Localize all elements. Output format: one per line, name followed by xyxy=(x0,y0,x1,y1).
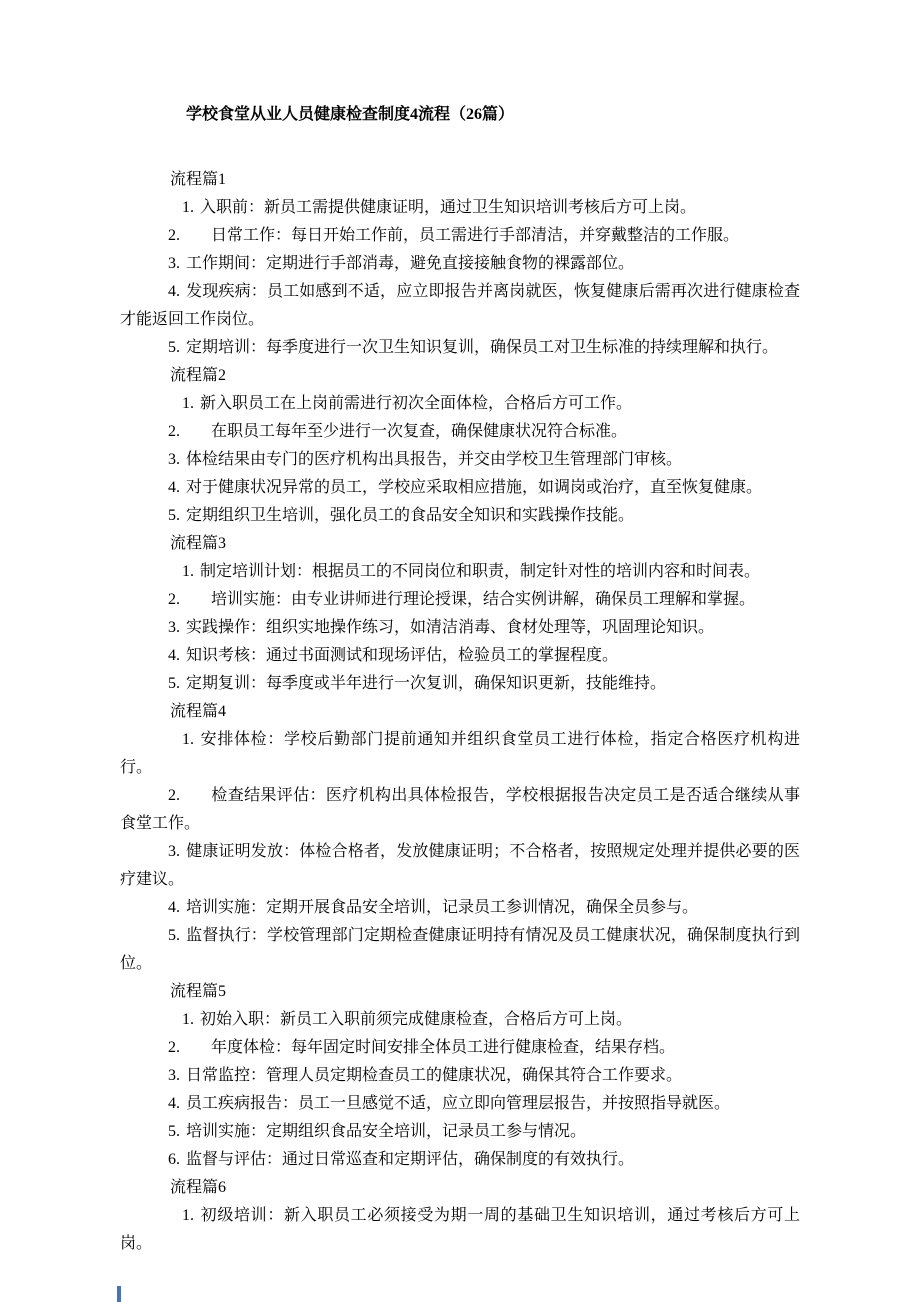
list-item xyxy=(120,838,800,894)
list-item-number: 4. xyxy=(168,647,180,664)
text-cursor xyxy=(117,1286,121,1302)
list-item-text: 年度体检：每年固定时间安排全体员工进行健康检查，结果存档。 xyxy=(211,1039,676,1056)
list-item-number: 2. xyxy=(168,423,180,440)
list-item-number: 6. xyxy=(168,1151,180,1168)
list-item-text: 工作期间：定期进行手部消毒，避免直接接触食物的裸露部位。 xyxy=(186,255,635,272)
list-item xyxy=(120,278,800,334)
section-heading: 流程篇6 xyxy=(170,1179,227,1196)
list-item xyxy=(120,194,800,222)
list-item-number: 3. xyxy=(168,1067,180,1084)
list-item-text: 日常工作：每日开始工作前，员工需进行手部清洁，并穿戴整洁的工作服。 xyxy=(211,227,740,244)
list-item-text: 培训实施：定期组织食品安全培训，记录员工参与情况。 xyxy=(186,1123,587,1140)
list-item-number: 2. xyxy=(168,591,180,608)
list-item-text: 入职前：新员工需提供健康证明，通过卫生知识培训考核后方可上岗。 xyxy=(200,199,697,216)
list-item xyxy=(120,782,800,838)
list-item xyxy=(120,502,800,530)
list-item-text: 实践操作：组织实地操作练习，如清洁消毒、食材处理等，巩固理论知识。 xyxy=(186,619,715,636)
list-item xyxy=(120,334,800,362)
list-item xyxy=(120,1146,800,1174)
list-item xyxy=(120,558,800,586)
list-item-number: 3. xyxy=(168,843,180,860)
list-item-number: 2. xyxy=(168,1039,180,1056)
list-item xyxy=(120,390,800,418)
list-item xyxy=(120,670,800,698)
list-item-text: 知识考核：通过书面测试和现场评估，检验员工的掌握程度。 xyxy=(186,647,619,664)
list-item-number: 1. xyxy=(182,1207,194,1224)
list-item-text: 检查结果评估：医疗机构出具体检报告，学校根据报告决定员工是否适合继续从事食堂工作。 xyxy=(120,787,800,832)
list-item-number: 1. xyxy=(182,199,194,216)
list-item-text: 定期培训：每季度进行一次卫生知识复训，确保员工对卫生标准的持续理解和执行。 xyxy=(186,339,779,356)
list-item-text: 日常监控：管理人员定期检查员工的健康状况，确保其符合工作要求。 xyxy=(186,1067,683,1084)
document-body xyxy=(120,101,800,1258)
section-heading: 流程篇1 xyxy=(170,171,227,188)
list-item-number: 3. xyxy=(168,619,180,636)
list-item xyxy=(120,418,800,446)
list-item-number: 2. xyxy=(168,787,180,804)
section-heading: 流程篇4 xyxy=(170,703,227,720)
list-item xyxy=(120,586,800,614)
list-item xyxy=(120,1090,800,1118)
list-item-text: 发现疾病：员工如感到不适，应立即报告并离岗就医，恢复健康后需再次进行健康检查才能返回工作岗位。 xyxy=(120,283,800,328)
section-heading: 流程篇5 xyxy=(170,983,227,1000)
list-item-text: 定期复训：每季度或半年进行一次复训，确保知识更新，技能维持。 xyxy=(186,675,667,692)
list-item-text: 定期组织卫生培训，强化员工的食品安全知识和实践操作技能。 xyxy=(186,507,635,524)
list-item-number: 4. xyxy=(168,283,180,300)
list-item xyxy=(120,250,800,278)
list-item-number: 1. xyxy=(182,395,194,412)
section-heading: 流程篇3 xyxy=(170,535,227,552)
list-item xyxy=(120,1202,800,1258)
list-item-text: 制定培训计划：根据员工的不同岗位和职责，制定针对性的培训内容和时间表。 xyxy=(200,563,761,580)
list-item-text: 培训实施：由专业讲师进行理论授课，结合实例讲解，确保员工理解和掌握。 xyxy=(211,591,756,608)
list-item xyxy=(120,1034,800,1062)
section-heading: 流程篇2 xyxy=(170,367,227,384)
list-item-number: 5. xyxy=(168,1123,180,1140)
list-item-number: 1. xyxy=(182,731,194,748)
list-item-text: 培训实施：定期开展食品安全培训，记录员工参训情况，确保全员参与。 xyxy=(186,899,699,916)
list-item-text: 安排体检：学校后勤部门提前通知并组织食堂员工进行体检，指定合格医疗机构进行。 xyxy=(120,731,800,776)
list-item-text: 监督与评估：通过日常巡查和定期评估，确保制度的有效执行。 xyxy=(186,1151,635,1168)
list-item-text: 初始入职：新员工入职前须完成健康检查，合格后方可上岗。 xyxy=(200,1011,633,1028)
list-item-number: 4. xyxy=(168,1095,180,1112)
list-item-text: 体检结果由专门的医疗机构出具报告，并交由学校卫生管理部门审核。 xyxy=(186,451,683,468)
list-item-number: 5. xyxy=(168,507,180,524)
list-item-number: 2. xyxy=(168,227,180,244)
list-item-number: 3. xyxy=(168,451,180,468)
list-item-text: 健康证明发放：体检合格者，发放健康证明；不合格者，按照规定处理并提供必要的医疗建议。 xyxy=(120,843,800,888)
list-item xyxy=(120,922,800,978)
list-item-number: 5. xyxy=(168,675,180,692)
list-item-number: 3. xyxy=(168,255,180,272)
list-item xyxy=(120,222,800,250)
list-item xyxy=(120,1118,800,1146)
list-item xyxy=(120,1006,800,1034)
list-item-number: 4. xyxy=(168,899,180,916)
sections-container xyxy=(120,166,800,1258)
list-item-number: 1. xyxy=(182,1011,194,1028)
list-item-text: 初级培训：新入职员工必须接受为期一周的基础卫生知识培训，通过考核后方可上岗。 xyxy=(120,1207,800,1252)
list-item xyxy=(120,726,800,782)
list-item xyxy=(120,474,800,502)
list-item xyxy=(120,642,800,670)
list-item-number: 4. xyxy=(168,479,180,496)
list-item xyxy=(120,894,800,922)
list-item-number: 5. xyxy=(168,339,180,356)
list-item-number: 1. xyxy=(182,563,194,580)
list-item-text: 对于健康状况异常的员工，学校应采取相应措施，如调岗或治疗，直至恢复健康。 xyxy=(186,479,763,496)
list-item xyxy=(120,1062,800,1090)
list-item-number: 5. xyxy=(168,927,180,944)
list-item xyxy=(120,446,800,474)
document-title: 学校食堂从业人员健康检查制度4流程（26篇） xyxy=(186,106,515,123)
list-item-text: 新入职员工在上岗前需进行初次全面体检，合格后方可工作。 xyxy=(200,395,633,412)
list-item xyxy=(120,614,800,642)
list-item-text: 在职员工每年至少进行一次复查，确保健康状况符合标准。 xyxy=(211,423,628,440)
list-item-text: 员工疾病报告：员工一旦感觉不适，应立即向管理层报告，并按照指导就医。 xyxy=(186,1095,731,1112)
list-item-text: 监督执行：学校管理部门定期检查健康证明持有情况及员工健康状况，确保制度执行到位。 xyxy=(120,927,800,972)
